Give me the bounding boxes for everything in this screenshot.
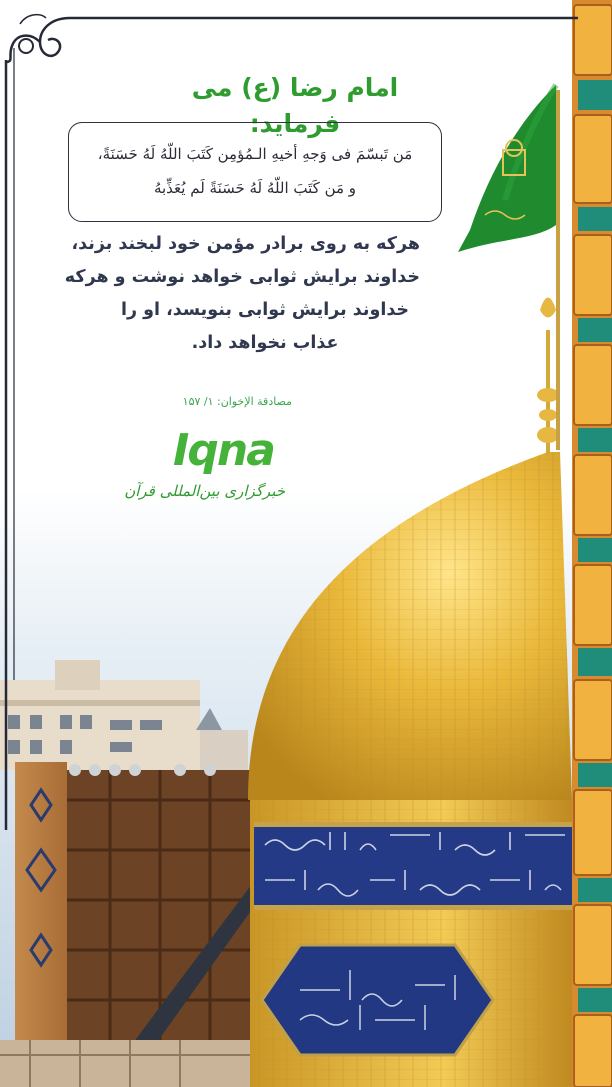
persian-translation [64, 228, 420, 360]
hadith-source: مصادقة الإخوان: ۱/ ۱۵۷ [182, 395, 292, 408]
hadith-arabic-box [68, 122, 442, 222]
heading-imam-reza: امام رضا (ع) می فرماید: [191, 73, 399, 138]
iqna-logo-text: Iqna [173, 425, 274, 476]
hadith-arabic-line: مَن تَبسّمَ فی وَجهِ أخیهِ الـمُؤمِن کَتَبَ اللّهُ لَهُ حَسَنَةً، [97, 145, 413, 163]
iqna-logo-persian: خبرگزاری بین‌المللی قرآن [124, 482, 285, 500]
persian-translation-line: خداوند برایش ثوابی خواهد نوشت و هرکه [64, 267, 420, 287]
hadith-arabic-line: و مَن کَتَبَ اللّهُ لَهُ حَسَنَةً لَم یُعَذِّبهُ [153, 179, 357, 197]
persian-translation-line: هرکه به روی برادر مؤمن خود لبخند بزند، [71, 234, 420, 254]
persian-translation-line: عذاب نخواهد داد. [191, 333, 339, 353]
iqna-logo [173, 425, 273, 481]
persian-translation-line: خداوند برایش ثوابی بنویسد، او را [120, 300, 410, 320]
